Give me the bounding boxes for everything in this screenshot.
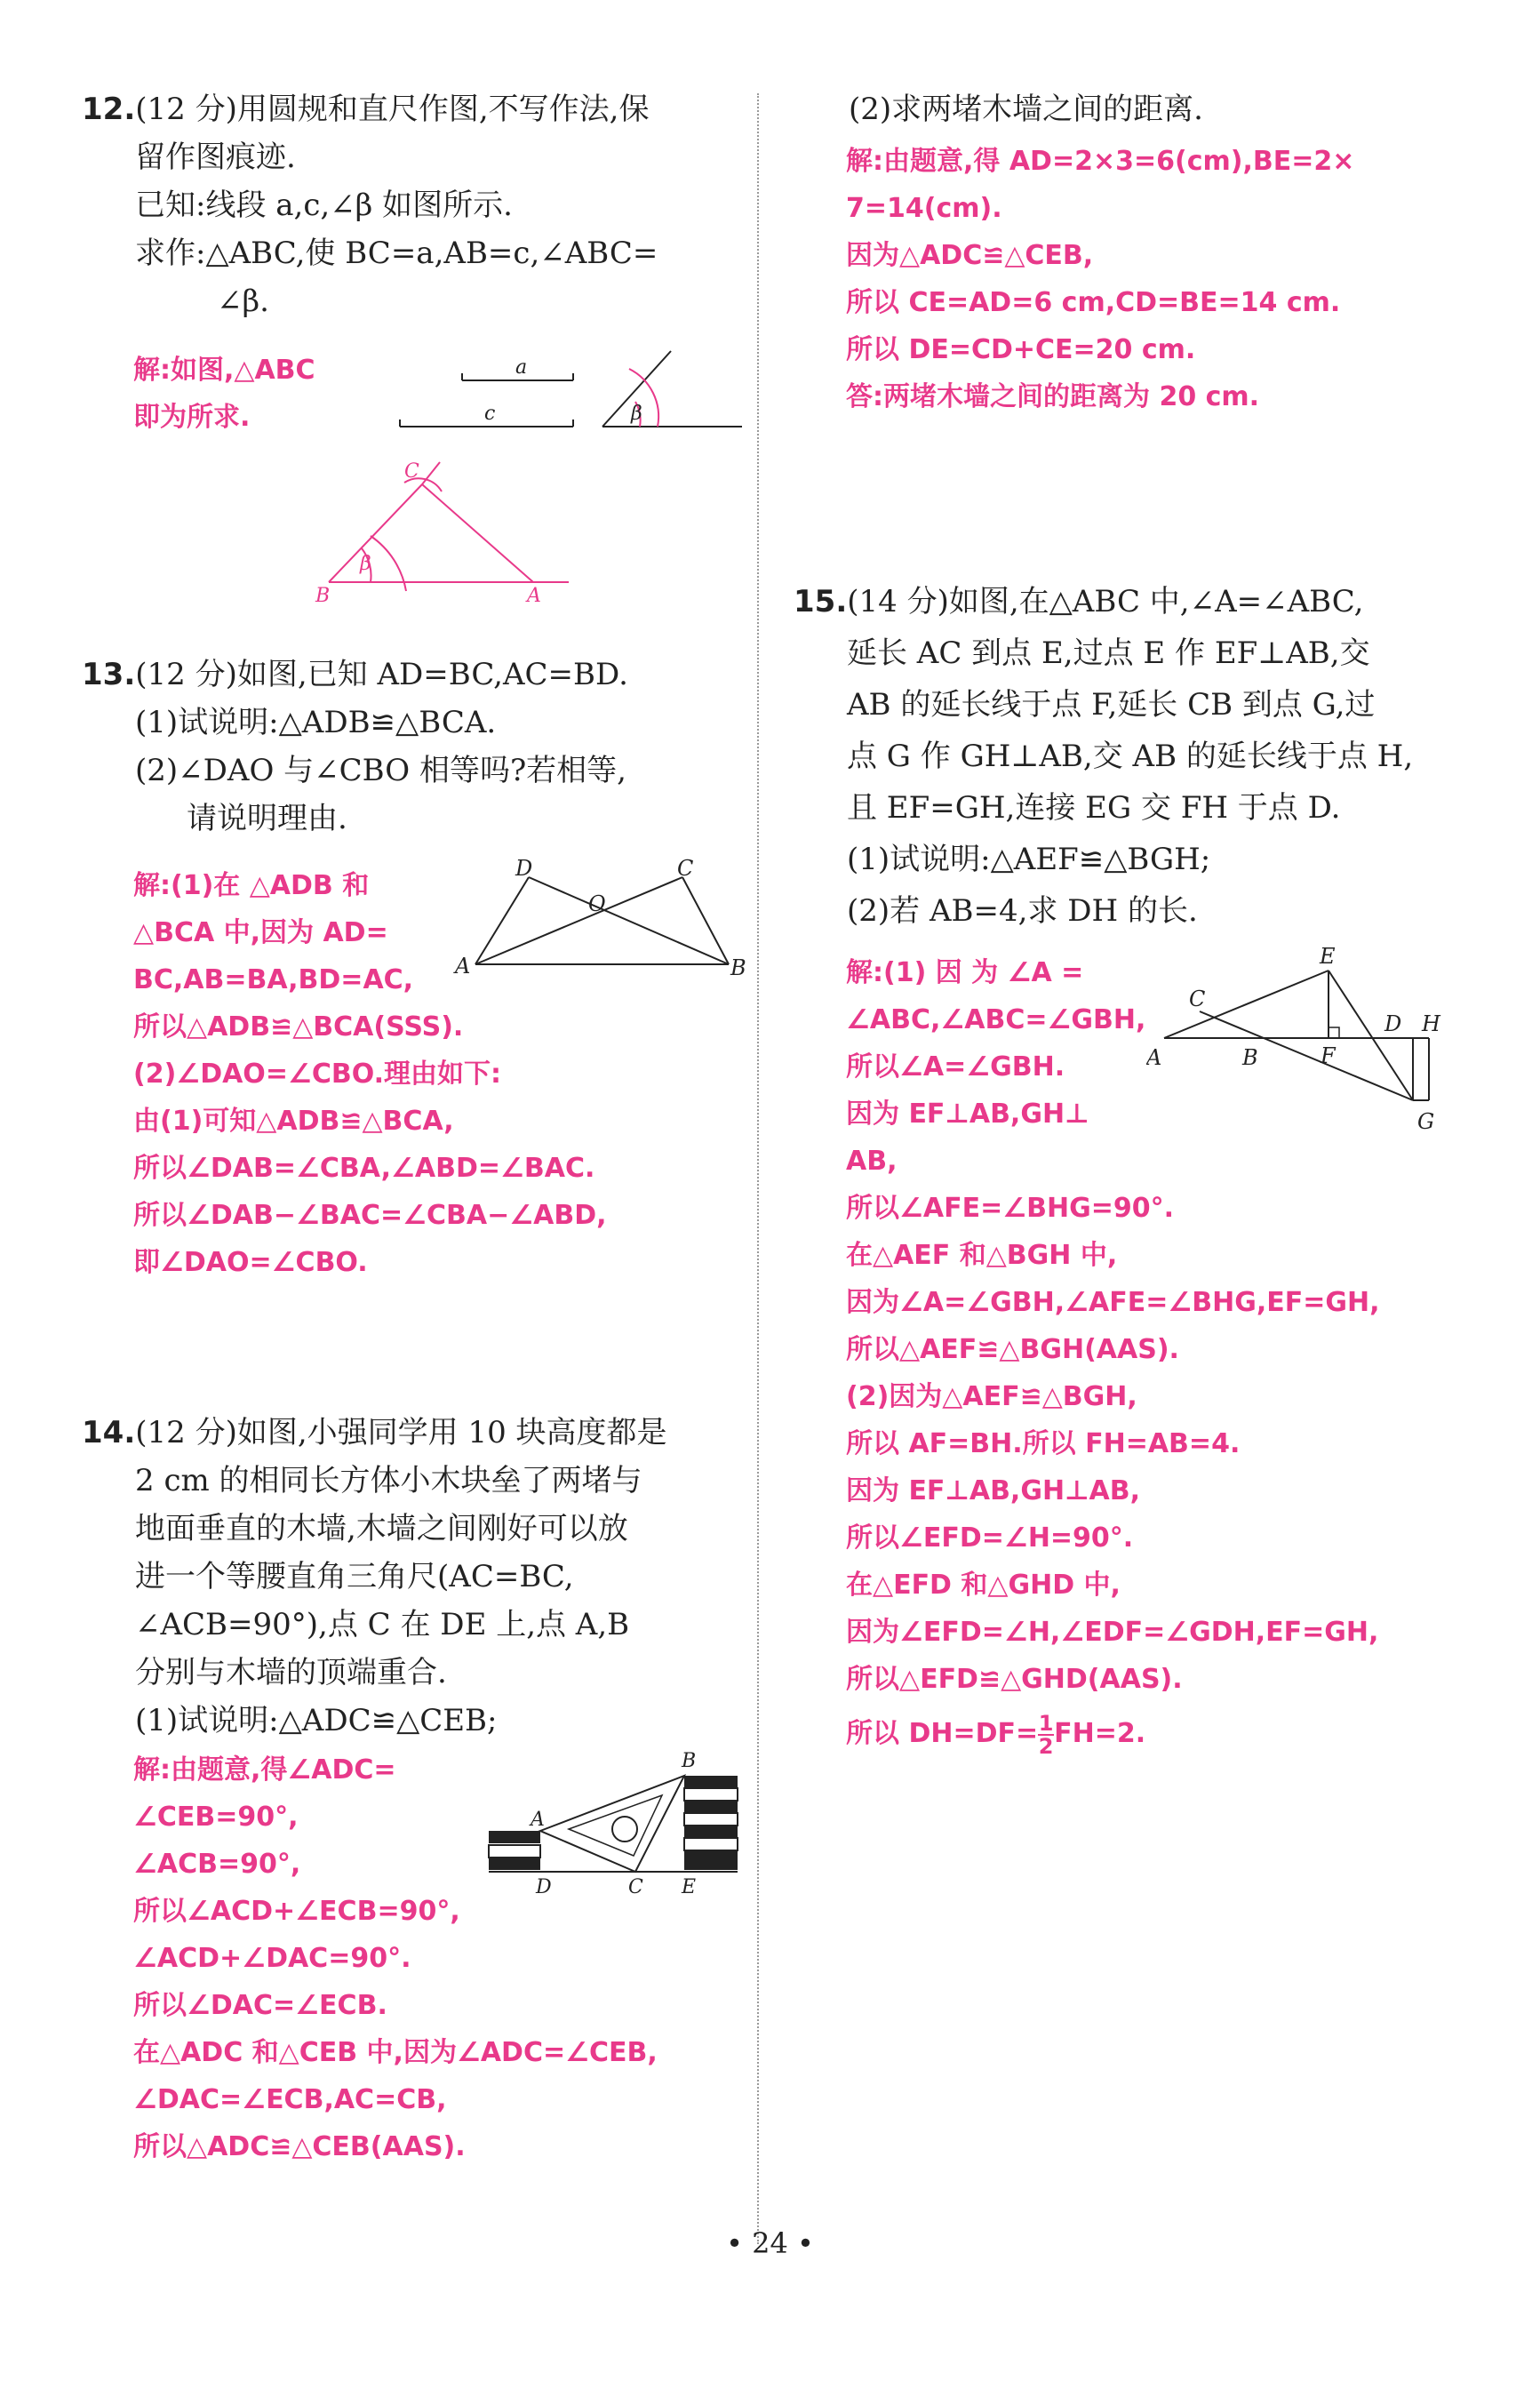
q12-answer-line-2: 即为所求. (133, 402, 251, 433)
q15-answer-line-2: 在△AEF 和△BGH 中, (846, 1240, 1118, 1271)
q13-answer-line-7: 所以∠DAB=∠CBA,∠ABD=∠BAC. (133, 1153, 595, 1184)
q12-number: 12. (82, 92, 136, 127)
q14b-answer-line-6: 答:两堵木墙之间的距离为 20 cm. (846, 381, 1260, 412)
q15-label-F: F (1321, 1043, 1336, 1068)
q15-answer-line-6: 所以 AF=BH.所以 FH=AB=4. (846, 1428, 1241, 1459)
q14-answer-line-3: ∠ACB=90°, (133, 1849, 301, 1880)
q13-label-C: C (677, 858, 694, 881)
q15-fraction-half (1038, 1710, 1054, 1759)
q14b-answer-line-3: 因为△ADC≌△CEB, (846, 240, 1094, 271)
q15-label-E: E (1320, 944, 1336, 969)
q14-line-5: ∠ACB=90°),点 C 在 DE 上,点 A,B (135, 1607, 630, 1642)
q13-answer-line-9: 即∠DAO=∠CBO. (133, 1247, 368, 1278)
q14-line-3: 地面垂直的木墙,木墙之间刚好可以放 (135, 1511, 628, 1546)
q14-answer-line-8: ∠DAC=∠ECB,AC=CB, (133, 2084, 447, 2115)
q15-label-D: D (1384, 1011, 1402, 1036)
q14-line-4: 进一个等腰直角三角尺(AC=BC, (135, 1559, 574, 1594)
q12-line-1: (12 分)用圆规和直尺作图,不写作法,保 (135, 92, 650, 127)
q12-label-a: a (515, 356, 528, 379)
q12-construction-figure (307, 449, 591, 609)
q12-label-A: A (527, 585, 541, 607)
q14b-answer-line-4: 所以 CE=AD=6 cm,CD=BE=14 cm. (846, 287, 1341, 318)
q12-label-beta-2: β (360, 553, 371, 575)
q13-line-4: 请说明理由. (187, 801, 347, 836)
q15-line-2: 延长 AC 到点 E,过点 E 作 EF⊥AB,交 (847, 635, 1370, 671)
q14-answer-line-2: ∠CEB=90°, (133, 1802, 299, 1833)
q13-line-3: (2)∠DAO 与∠CBO 相等吗?若相等, (135, 753, 626, 788)
q13-figure (444, 858, 746, 987)
q13-answer-line-1: 解:(1)在 △ADB 和 (133, 870, 370, 901)
q15-number: 15. (794, 584, 848, 619)
q12-line-4: 求作:△ABC,使 BC=a,AB=c,∠ABC= (135, 236, 658, 271)
q14-line-2: 2 cm 的相同长方体小木块垒了两堵与 (135, 1463, 642, 1498)
q15-label-H: H (1422, 1011, 1440, 1036)
q14-answer-line-6: 所以∠DAC=∠ECB. (133, 1990, 387, 2021)
q15-label-G: G (1417, 1109, 1435, 1134)
q14b-answer-line-5: 所以 DE=CD+CE=20 cm. (846, 334, 1196, 365)
q15-answer-line-4: 所以△AEF≌△BGH(AAS). (846, 1334, 1179, 1365)
q13-line-1: (12 分)如图,已知 AD=BC,AC=BD. (135, 657, 628, 692)
q13-line-2: (1)试说明:△ADB≌△BCA. (135, 705, 497, 740)
q14-label-E: E (682, 1876, 697, 1898)
q15-line-5: 且 EF=GH,连接 EG 交 FH 于点 D. (847, 790, 1341, 826)
q15-answer-top-4: 因为 EF⊥AB,GH⊥ (846, 1099, 1089, 1130)
q13-answer-line-8: 所以∠DAB−∠BAC=∠CBA−∠ABD, (133, 1200, 607, 1231)
q12-label-beta: β (631, 403, 642, 425)
q12-line-2: 留作图痕迹. (135, 140, 296, 175)
q15-figure (1146, 942, 1448, 1147)
q13-label-O: O (588, 891, 606, 916)
question-14-part-2 (849, 85, 1488, 133)
q14-answer-line-9: 所以△ADC≌△CEB(AAS). (133, 2131, 466, 2162)
q14b-answer-line-2: 7=14(cm). (846, 193, 1002, 224)
q15-final-suffix: FH=2. (1054, 1718, 1146, 1749)
q12-given-figure (391, 338, 764, 444)
q15-final-prefix: 所以 DH=DF= (846, 1718, 1039, 1749)
q13-answer-line-5: (2)∠DAO=∠CBO.理由如下: (133, 1059, 501, 1090)
q12-label-C: C (404, 460, 419, 483)
q15-answer-top-5: AB, (846, 1146, 898, 1177)
q15-answer-top-1: 解:(1) 因 为 ∠A = (846, 957, 1084, 988)
q14-answer-line-7: 在△ADC 和△CEB 中,因为∠ADC=∠CEB, (133, 2037, 658, 2068)
q15-line-3: AB 的延长线于点 F,延长 CB 到点 G,过 (847, 687, 1376, 723)
q12-answer (133, 347, 315, 441)
q15-answer-line-8: 所以∠EFD=∠H=90°. (846, 1522, 1134, 1554)
q15-line-4: 点 G 作 GH⊥AB,交 AB 的延长线于点 H, (847, 739, 1414, 774)
q15-frac-num: 1 (1038, 1710, 1054, 1736)
q12-line-3: 已知:线段 a,c,∠β 如图所示. (135, 188, 513, 223)
q12-label-c: c (484, 403, 496, 425)
q15-answer-line-3: 因为∠A=∠GBH,∠AFE=∠BHG,EF=GH, (846, 1287, 1380, 1318)
q15-label-B: B (1242, 1045, 1258, 1070)
question-15 (794, 576, 1504, 937)
q14-line-6: 分别与木墙的顶端重合. (135, 1655, 447, 1690)
q12-label-B: B (315, 585, 331, 607)
q14-line-1: (12 分)如图,小强同学用 10 块高度都是 (135, 1415, 667, 1450)
q14-label-C: C (628, 1876, 643, 1898)
q14-label-A: A (531, 1809, 545, 1831)
q14-answer-line-4: 所以∠ACD+∠ECB=90°, (133, 1896, 460, 1927)
q14-number: 14. (82, 1415, 136, 1450)
q13-answer-line-4: 所以△ADB≌△BCA(SSS). (133, 1011, 464, 1043)
q14-answer-line-1: 解:由题意,得∠ADC= (133, 1754, 396, 1786)
question-13 (82, 651, 739, 843)
q15-answer-line-10: 因为∠EFD=∠H,∠EDF=∠GDH,EF=GH, (846, 1617, 1379, 1648)
q15-answer-line-7: 因为 EF⊥AB,GH⊥AB, (846, 1475, 1140, 1506)
q13-answer-line-6: 由(1)可知△ADB≌△BCA, (133, 1106, 454, 1137)
q15-frac-den: 2 (1038, 1733, 1054, 1759)
q15-answer-final (846, 1710, 1380, 1757)
q15-answer-top-3: 所以∠A=∠GBH. (846, 1051, 1065, 1083)
q15-line-7: (2)若 AB=4,求 DH 的长. (847, 893, 1198, 929)
q15-answer-line-11: 所以△EFD≌△GHD(AAS). (846, 1664, 1183, 1695)
q12-answer-line-1: 解:如图,△ABC (133, 355, 315, 386)
q15-label-C: C (1189, 987, 1206, 1011)
q14-label-B: B (682, 1750, 697, 1772)
q14-line-7: (1)试说明:△ADC≌△CEB; (135, 1703, 498, 1738)
q15-answer-line-9: 在△EFD 和△GHD 中, (846, 1570, 1121, 1601)
q15-answer-line-5: (2)因为△AEF≌△BGH, (846, 1381, 1137, 1412)
q13-label-A: A (455, 954, 471, 979)
q13-label-D: D (515, 858, 533, 881)
q13-answer-line-2: △BCA 中,因为 AD= (133, 917, 388, 948)
question-14 (82, 1409, 757, 1745)
q15-answer-top-2: ∠ABC,∠ABC=∠GBH, (846, 1004, 1146, 1035)
question-12 (82, 85, 739, 325)
q15-line-6: (1)试说明:△AEF≌△BGH; (847, 842, 1211, 877)
q15-line-1: (14 分)如图,在△ABC 中,∠A=∠ABC, (847, 584, 1364, 619)
q15-label-A: A (1146, 1045, 1162, 1070)
q15-answer-line-1: 所以∠AFE=∠BHG=90°. (846, 1193, 1175, 1224)
q14b-answer-line-1: 解:由题意,得 AD=2×3=6(cm),BE=2× (846, 146, 1355, 177)
q14-figure (484, 1742, 742, 1906)
q12-line-5: ∠β. (217, 284, 269, 319)
q13-label-B: B (730, 955, 746, 980)
page-number: • 24 • (726, 2226, 814, 2260)
q14b-answer (846, 138, 1354, 420)
q14-answer-line-5: ∠ACD+∠DAC=90°. (133, 1943, 411, 1974)
q13-answer-line-3: BC,AB=BA,BD=AC, (133, 964, 414, 995)
q13-number: 13. (82, 657, 136, 692)
q14-label-D: D (536, 1876, 552, 1898)
q14b-question: (2)求两堵木墙之间的距离. (849, 92, 1203, 127)
